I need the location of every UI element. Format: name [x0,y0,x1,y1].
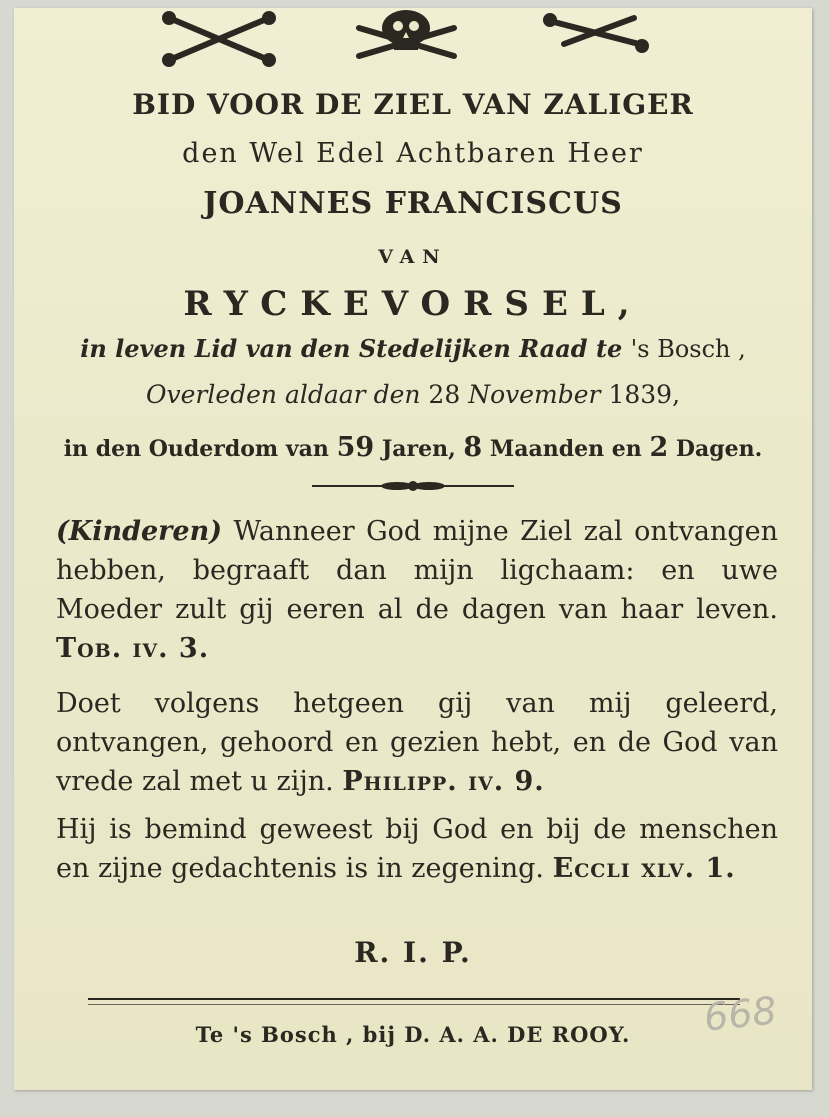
printer-imprint: Te 's Bosch , bij D. A. A. DE ROOY. [195,1022,631,1047]
crossed-bones-icon [546,16,646,50]
closing-rip: R. I. P. [354,936,472,969]
header-given-names: JOANNES FRANCISCUS [203,186,623,221]
scripture-1-reference: Tob. iv. 3. [56,633,210,664]
scripture-paragraph-1 [56,512,778,668]
death-text: Overleden aldaar den [145,380,421,409]
scripture-2-text: Doet volgens hetgeen gij van mij geleerd, ontvangen, gehoord en gezien hebt, en de God van vrede zal met u zijn. [56,688,778,797]
age-months-label: Maanden en [489,436,642,462]
header-honorific-line: den Wel Edel Achtbaren Heer [182,138,644,169]
header-office-line [14,334,812,363]
header-surname: RYCKEVORSEL, [183,284,643,324]
age-years: 59 [336,432,375,463]
death-month: November [468,380,601,409]
scripture-1-lead: (Kinderen) [56,516,222,547]
age-years-label: Jaren, [381,436,456,462]
crossed-bones-icon [165,14,273,64]
footer-rule [88,998,740,1000]
header-particle: VAN [378,246,448,268]
memorial-card [14,8,812,1090]
age-text: in den Ouderdom van [63,436,329,462]
scripture-paragraph-2 [56,684,778,801]
pencil-annotation: 668 [701,988,779,1040]
footer-rule-thin [88,1004,740,1005]
death-year: 1839, [608,380,681,409]
scripture-3-reference: Eccli xlv. 1. [552,853,736,884]
divider-ornament-icon [312,478,514,494]
office-place: 's Bosch , [630,335,746,363]
scripture-paragraph-3 [56,810,778,888]
age-days: 2 [649,432,669,463]
header-age-line [14,432,812,463]
scripture-3-text: Hij is bemind geweest bij God en bij de menschen en zijne gedachtenis is in zegening. [56,814,778,884]
skull-and-crossbones-icon [359,10,454,56]
age-months: 8 [463,432,483,463]
header-death-line [14,380,812,409]
office-text: in leven Lid van den Stedelijken Raad te [80,334,623,363]
death-day: 28 [428,380,461,409]
scripture-2-reference: Philipp. iv. 9. [342,766,545,797]
scripture-1-text: Wanneer God mijne Ziel zal ontvangen hebben, begraaft dan mijn ligchaam: en uwe Moeder zult gij eeren al de dagen van haar leven. [56,516,778,625]
header-prayer-line: BID VOOR DE ZIEL VAN ZALIGER [132,88,694,121]
header-ornaments [14,8,812,78]
age-days-label: Dagen. [675,436,763,462]
